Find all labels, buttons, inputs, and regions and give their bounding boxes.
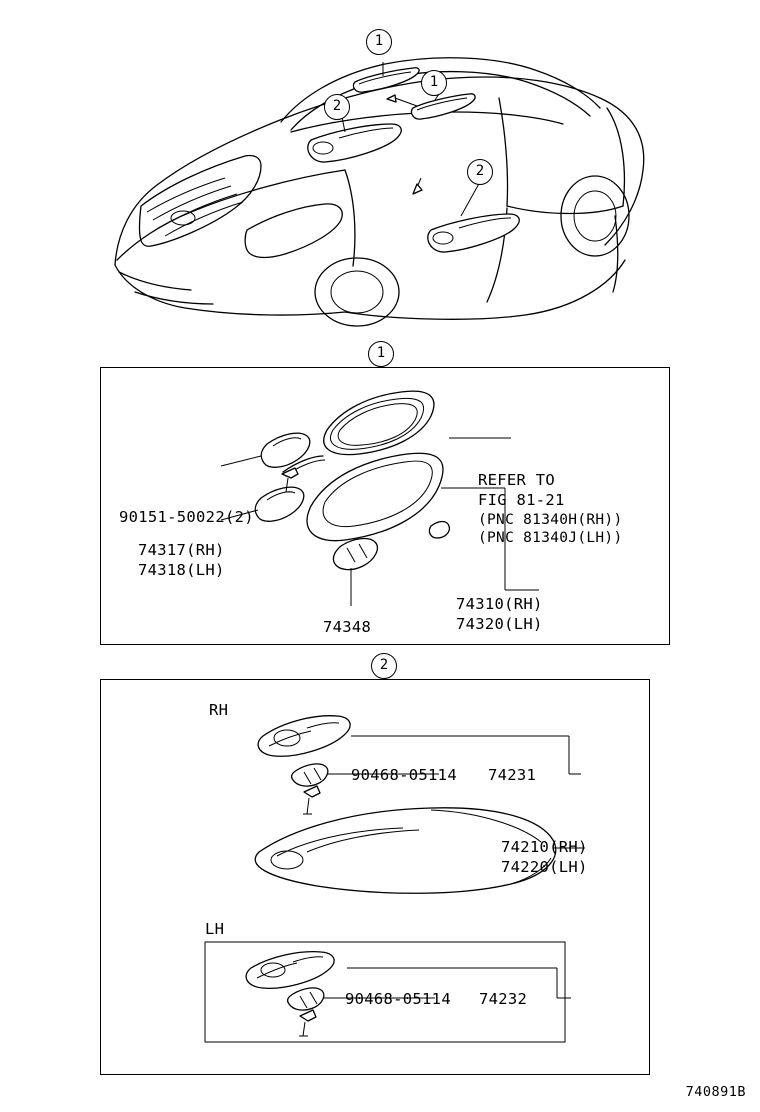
panel-sun-visor: [100, 367, 670, 645]
label-side-lh: LH: [205, 920, 225, 938]
label-cover-rh: 74231: [488, 766, 537, 784]
label-holder-lh: 74318(LH): [138, 561, 225, 579]
label-screw-rh: 90468-05114: [351, 766, 457, 784]
callout-label: 2: [379, 657, 389, 673]
label-cover-lh: 74232: [479, 990, 528, 1008]
callout-2-grip-rear: [467, 159, 493, 185]
label-refer-to: REFER TO: [478, 471, 556, 489]
callout-label: 1: [376, 345, 386, 361]
sheet-code: 740891B: [685, 1084, 746, 1100]
panel-two-callout: [371, 653, 397, 679]
assist-grip-illustration: [101, 680, 649, 1074]
label-holder-rh: 74317(RH): [138, 541, 225, 559]
label-clip-74348: 74348: [323, 618, 372, 636]
callout-label: 2: [332, 98, 342, 114]
callout-1-visor: [421, 70, 447, 96]
label-visor-rh: 74310(RH): [456, 595, 543, 613]
label-bolt-90151: 90151-50022(2): [119, 508, 254, 526]
sun-visor-illustration: [101, 368, 669, 644]
vehicle-illustration: [95, 20, 665, 330]
label-visor-lh: 74320(LH): [456, 615, 543, 633]
label-refer-pnc-rh: (PNC 81340H(RH)): [478, 512, 623, 528]
callout-2-grip-front: [324, 94, 350, 120]
callout-label: 1: [429, 74, 439, 90]
label-refer-pnc-lh: (PNC 81340J(LH)): [478, 530, 623, 546]
label-grip-lh: 74220(LH): [501, 858, 588, 876]
callout-label: 1: [374, 33, 384, 49]
label-refer-fig: FIG 81-21: [478, 491, 565, 509]
callout-label: 2: [475, 163, 485, 179]
label-side-rh: RH: [209, 701, 229, 719]
panel-one-callout: [368, 341, 394, 367]
panel-assist-grip: [100, 679, 650, 1075]
callout-1-roof: [366, 29, 392, 55]
label-screw-lh: 90468-05114: [345, 990, 451, 1008]
label-grip-rh: 74210(RH): [501, 838, 588, 856]
